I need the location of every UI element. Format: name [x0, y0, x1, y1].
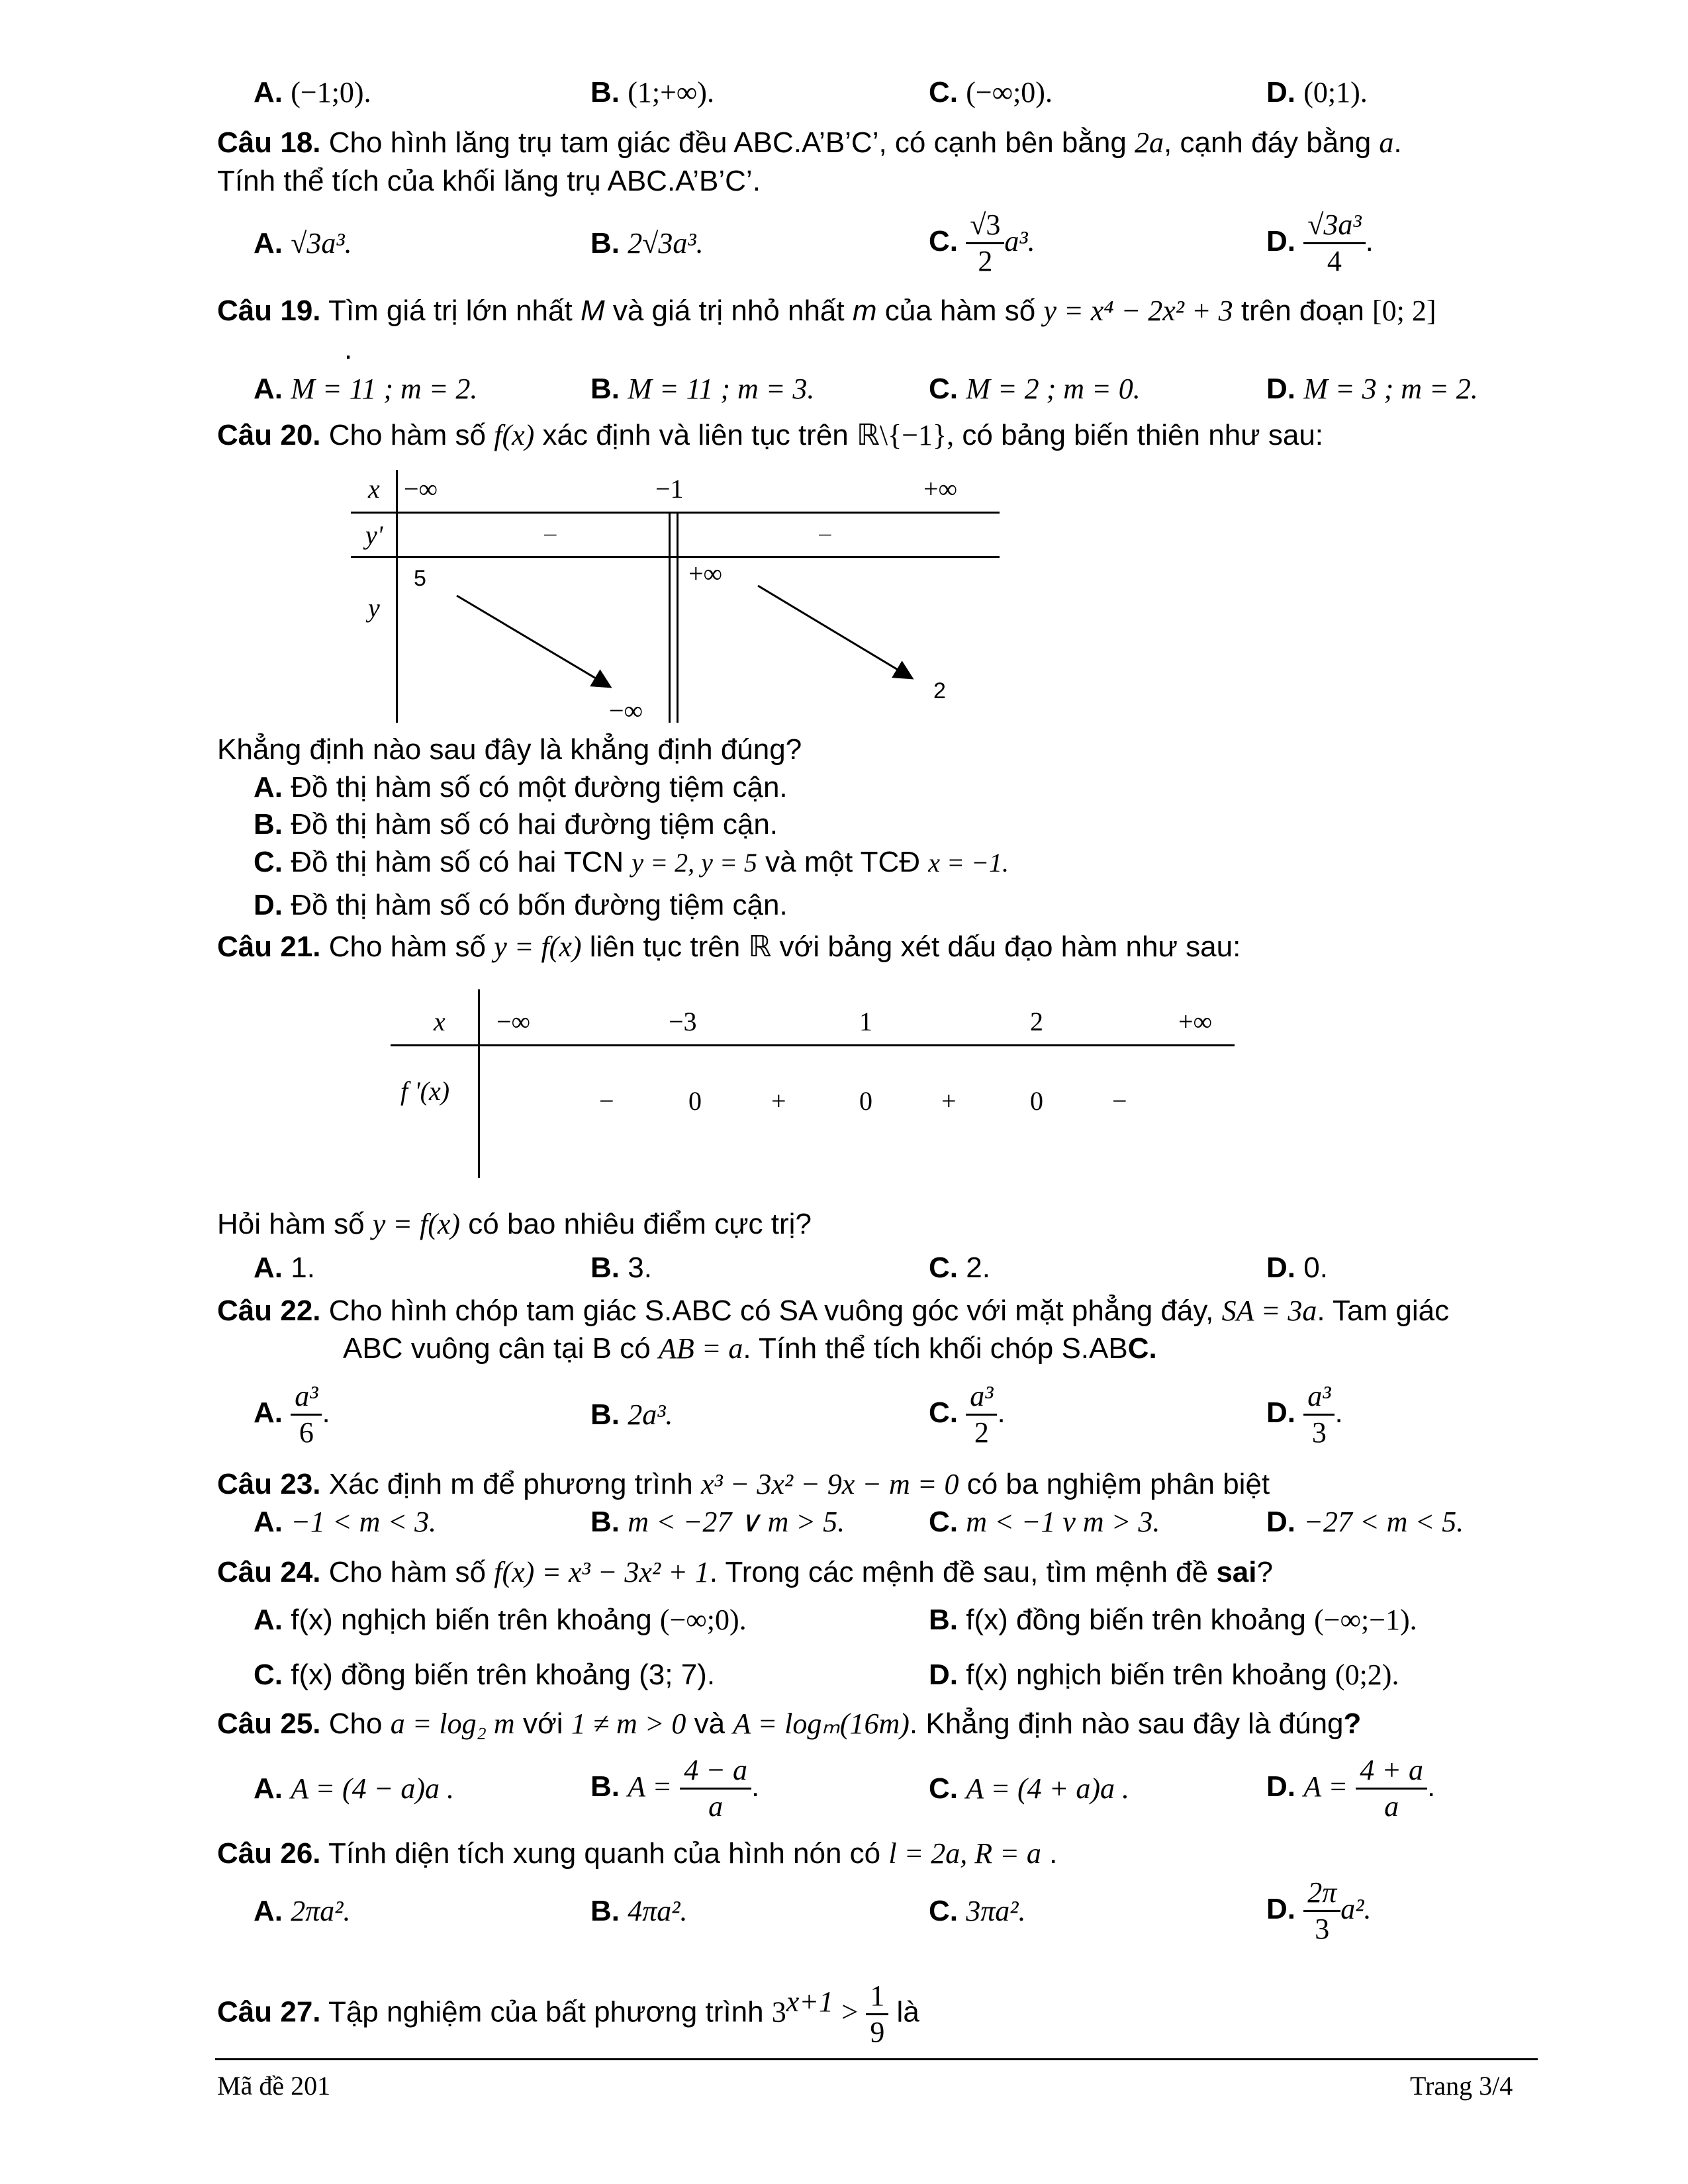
q19-stem: Câu 19. Tìm giá trị lớn nhất M và giá trị nhỏ nhất m của hàm số y = x⁴ − 2x² + 3 trên đoạn [0; 2] — [217, 295, 1436, 327]
vt-sign-2: − — [818, 520, 833, 550]
q25-option-d: D. A = $\frac{4 + a}{a}$ . — [1266, 1753, 1436, 1823]
vt-x-pos-inf: +∞ — [923, 474, 958, 504]
vt-val-pos-inf: +∞ — [688, 559, 723, 588]
q21-option-c: C. 2. — [929, 1251, 990, 1284]
st-x-label: x — [434, 1007, 445, 1036]
q18-stem-line2: Tính thể tích của khối lăng trụ ABC.A’B’C’. — [217, 165, 761, 197]
vt-arrow-down-1 — [457, 596, 610, 687]
vt-arrow-down-2 — [758, 586, 912, 678]
q25-option-b: B. A = $\frac{4 - a}{a}$ . — [590, 1753, 760, 1823]
st-x-4: +∞ — [1178, 1007, 1213, 1036]
q20-option-b: B. Đồ thị hàm số có hai đường tiệm cận. — [254, 808, 778, 841]
q22-option-d: D. $\frac{\text{a³}}{3}$ . — [1266, 1379, 1343, 1449]
st-sign-5: 0 — [1030, 1086, 1043, 1116]
st-sign-3: 0 — [859, 1086, 872, 1116]
q22-option-b: B. 2a³. — [590, 1398, 673, 1431]
q26-option-d: D. $\frac{2\pi}{3}$ a². — [1266, 1876, 1372, 1945]
q19-option-a: A. M = 11 ; m = 2. — [254, 373, 478, 405]
q20-stem: Câu 20. Cho hàm số f(x) xác định và liên tục trên ℝ\{−1}, có bảng biến thiên như sau: — [217, 419, 1324, 451]
q18-option-b: B. 2√3a³. — [590, 227, 704, 259]
st-sign-0: − — [599, 1086, 614, 1116]
st-x-3: 2 — [1030, 1007, 1043, 1036]
vt-val-5: 5 — [414, 566, 426, 591]
q21-option-b: B. 3. — [590, 1251, 652, 1284]
q24-option-c: C. f(x) đồng biến trên khoảng (3; 7). — [254, 1659, 716, 1691]
q21-stem: Câu 21. Cho hàm số y = f(x) liên tục trên ℝ với bảng xét dấu đạo hàm như sau: — [217, 931, 1241, 963]
q21-option-a: A. 1. — [254, 1251, 315, 1284]
q24-option-a: A. f(x) nghịch biến trên khoảng (−∞;0). — [254, 1604, 747, 1636]
q26-option-a: A. 2πa². — [254, 1895, 351, 1927]
q22-stem: Câu 22. Cho hình chóp tam giác S.ABC có SA vuông góc với mặt phẳng đáy, SA = 3a. Tam giác — [217, 1295, 1450, 1327]
st-x-1: −3 — [669, 1007, 697, 1036]
q25-option-a: A. A = (4 − a)a . — [254, 1772, 455, 1805]
st-x-2: 1 — [859, 1007, 872, 1036]
q23-option-a: A. −1 < m < 3. — [254, 1506, 437, 1538]
q22-option-c: C. $\frac{\text{a³}}{2}$ . — [929, 1379, 1006, 1449]
q24-option-d: D. f(x) nghịch biến trên khoảng (0;2). — [929, 1659, 1399, 1691]
q20-question: Khẳng định nào sau đây là khẳng định đúng? — [217, 733, 802, 766]
st-fprime-label: f '(x) — [400, 1076, 450, 1106]
q17-option-c: C. (−∞;0). — [929, 76, 1053, 109]
q21-option-d: D. 0. — [1266, 1251, 1328, 1284]
vt-sign-1: − — [543, 520, 558, 550]
q18-stem: Câu 18. Cho hình lăng trụ tam giác đều ABC.A’B’C’, có cạnh bên bằng 2a, cạnh đáy bằng a. — [217, 126, 1402, 159]
q22-stem-line2: ABC vuông cân tại B có AB = a. Tính thể tích khối chóp S.ABC. — [343, 1332, 1157, 1365]
q20-option-c: C. Đồ thị hàm số có hai TCN y = 2, y = 5 và một TCĐ x = −1. — [254, 846, 1009, 878]
footer-exam-code: Mã đề 201 — [217, 2071, 331, 2101]
q19-dot: . — [344, 333, 353, 365]
q26-option-c: C. 3πa². — [929, 1895, 1026, 1927]
footer-page-number: Trang 3/4 — [1410, 2071, 1513, 2101]
q26-stem: Câu 26. Tính diện tích xung quanh của hình nón có l = 2a, R = a . — [217, 1837, 1058, 1870]
q22-option-a: A. $\frac{\text{a³}}{6}$ . — [254, 1379, 330, 1449]
q17-option-a: A. (−1;0). — [254, 76, 371, 109]
q24-option-b: B. f(x) đồng biến trên khoảng (−∞;−1). — [929, 1604, 1417, 1636]
q27-stem: Câu 27. Tập nghiệm của bất phương trình $3^{x+1}$ > $\frac{1}{9}$ là — [217, 1979, 919, 2048]
q24-stem: Câu 24. Cho hàm số f(x) = x³ − 3x² + 1. Trong các mệnh đề sau, tìm mệnh đề sai? — [217, 1556, 1273, 1588]
vt-x-minus-one: −1 — [655, 474, 684, 504]
vt-val-neg-inf: −∞ — [609, 696, 643, 725]
vt-x-neg-inf: −∞ — [404, 474, 438, 504]
q19-option-c: C. M = 2 ; m = 0. — [929, 373, 1141, 405]
q23-stem: Câu 23. Xác định m để phương trình x³ − 3x² − 9x − m = 0 có ba nghiệm phân biệt — [217, 1468, 1270, 1500]
vt-val-2: 2 — [933, 678, 946, 704]
st-x-0: −∞ — [496, 1007, 531, 1036]
q23-option-c: C. m < −1 v m > 3. — [929, 1506, 1160, 1538]
q23-option-d: D. −27 < m < 5. — [1266, 1506, 1464, 1538]
q18-option-d: D. $\frac{\text{√3a³}}{4}$ . — [1266, 208, 1374, 277]
q17-option-b: B. (1;+∞). — [590, 76, 714, 109]
q21-question: Hỏi hàm số y = f(x) có bao nhiêu điểm cực trị? — [217, 1208, 812, 1240]
q25-option-c: C. A = (4 + a)a . — [929, 1772, 1130, 1805]
q17-option-d: D. (0;1). — [1266, 76, 1368, 109]
footer-rule — [215, 2058, 1538, 2060]
st-sign-2: + — [771, 1086, 786, 1116]
q18-option-a: A. √3a³. — [254, 227, 352, 259]
st-sign-4: + — [941, 1086, 957, 1116]
q18-option-c: C. $\frac{√3}{2}$ a³. — [929, 208, 1035, 277]
q20-option-a: A. Đồ thị hàm số có một đường tiệm cận. — [254, 771, 788, 803]
q26-option-b: B. 4πa². — [590, 1895, 688, 1927]
vt-x-label: x — [368, 474, 380, 504]
q25-stem: Câu 25. Cho a = log₂ m với 1 ≠ m > 0 và A = logₘ(16m). Khẳng định nào sau đây là đúng? — [217, 1707, 1362, 1740]
q19-option-b: B. M = 11 ; m = 3. — [590, 373, 815, 405]
st-sign-6: − — [1112, 1086, 1127, 1116]
vt-yprime-label: y' — [365, 520, 383, 550]
q23-option-b: B. m < −27 ∨ m > 5. — [590, 1506, 845, 1538]
st-sign-1: 0 — [688, 1086, 702, 1116]
q19-option-d: D. M = 3 ; m = 2. — [1266, 373, 1478, 405]
q20-option-d: D. Đồ thị hàm số có bốn đường tiệm cận. — [254, 889, 788, 921]
vt-y-label: y — [368, 593, 380, 623]
